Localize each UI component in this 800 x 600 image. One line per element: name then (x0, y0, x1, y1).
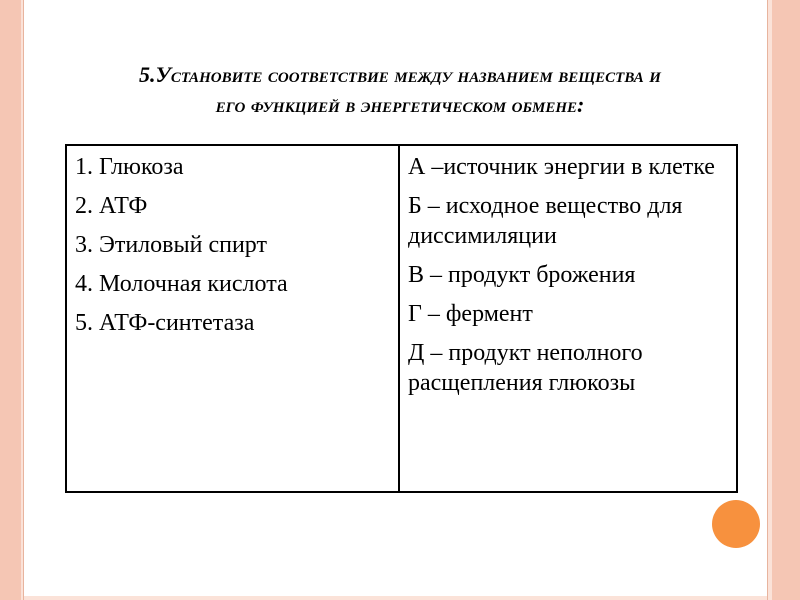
function-item: А –источник энергии в клетке (408, 154, 715, 180)
right-decorative-stripe (772, 0, 800, 600)
left-decorative-stripe (0, 0, 21, 600)
substances-column (67, 146, 400, 491)
bottom-decorative-band (24, 596, 767, 600)
matching-table (65, 144, 738, 493)
left-decorative-line (23, 0, 24, 600)
function-item: Б – исходное вещество для диссимиляции (408, 193, 683, 249)
slide-title-line-2: его функцией в энергетическом обмене: (215, 92, 585, 117)
accent-circle (712, 500, 760, 548)
substance-item: 4. Молочная кислота (75, 271, 288, 297)
substance-item: 2. АТФ (75, 193, 148, 219)
functions-column (400, 146, 736, 491)
slide-title (80, 60, 720, 120)
function-item: В – продукт брожения (408, 262, 636, 288)
substance-item: 5. АТФ-синтетаза (75, 310, 255, 336)
substance-item: 3. Этиловый спирт (75, 232, 267, 258)
substance-item: 1. Глюкоза (75, 154, 184, 180)
slide-title-line-1: 5.Установите соответствие между названием вещества и (139, 62, 661, 87)
function-item: Г – фермент (408, 301, 533, 327)
function-item: Д – продукт неполного расщепления глюкозы (408, 340, 643, 396)
